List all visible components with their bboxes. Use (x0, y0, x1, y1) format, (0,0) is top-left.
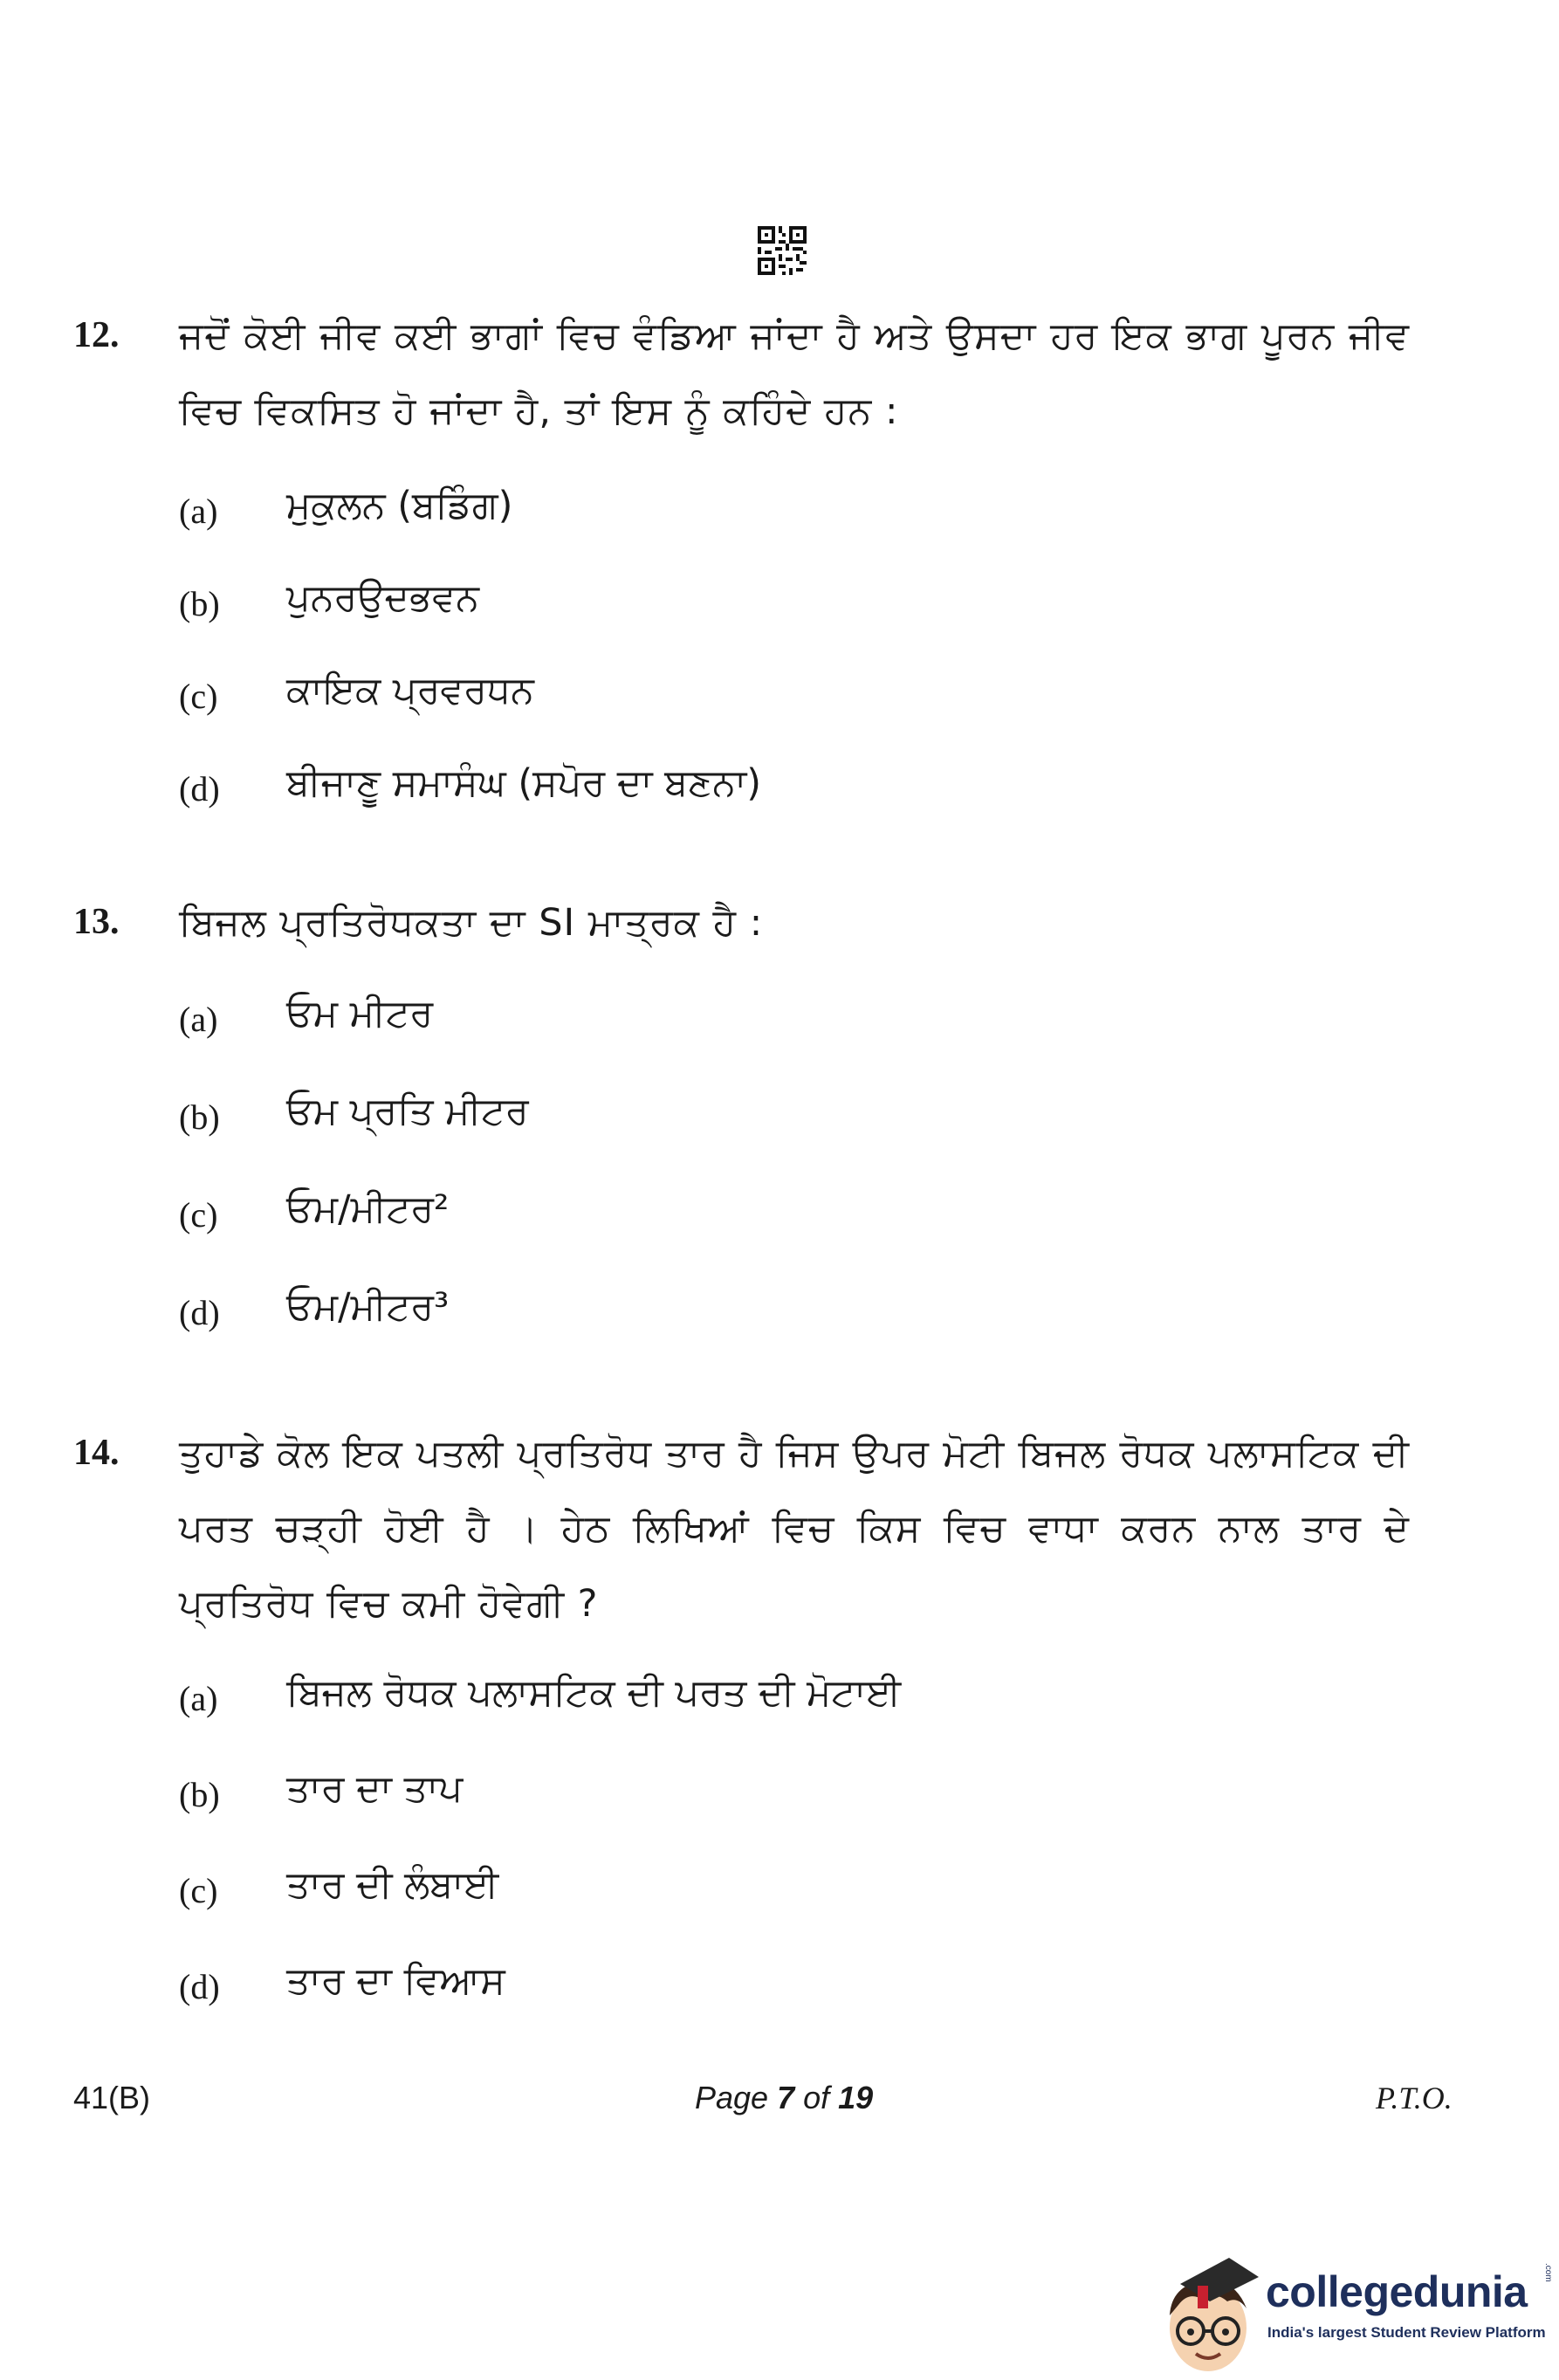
option-text: ਬੀਜਾਣੂ ਸਮਾਸੰਘ (ਸਪੋਰ ਦਾ ਬਣਨਾ) (286, 761, 762, 805)
logo-domain-suffix: .com (1543, 2263, 1553, 2282)
question-text: ਜਦੋਂ ਕੋਈ ਜੀਵ ਕਈ ਭਾਗਾਂ ਵਿਚ ਵੰਡਿਆ ਜਾਂਦਾ ਹੈ ਅਤੇ ਉਸਦਾ ਹਰ ਇਕ ਭਾਗ ਪੂਰਨ ਜੀਵ ਵਿਚ ਵਿਕਸਿਤ ਹੋ ਜਾਂਦਾ ਹੈ, ਤਾਂ ਇਸ ਨੂੰ ਕਹਿੰਦੇ ਹਨ : (179, 314, 1410, 433)
option-label: (d) (179, 769, 220, 808)
page-total: 19 (838, 2080, 874, 2115)
option-label: (c) (179, 1195, 218, 1235)
student-mascot-icon (1154, 2251, 1262, 2380)
question-text: ਬਿਜਲ ਪ੍ਰਤਿਰੋਧਕਤਾ ਦਾ SI ਮਾਤ੍ਰਕ ਹੈ : (179, 901, 764, 945)
option-label: (a) (179, 1000, 218, 1039)
option-label: (c) (179, 677, 218, 716)
option-text: ਓਮ/ਮੀਟਰ³ (286, 1285, 450, 1329)
option-text: ਤਾਰ ਦੀ ਲੰਬਾਈ (286, 1863, 499, 1907)
option-label: (a) (179, 1679, 218, 1718)
logo-wordmark: collegedunia (1266, 2267, 1528, 2316)
option-label: (d) (179, 1293, 220, 1332)
option-text: ਤਾਰ ਦਾ ਵਿਆਸ (286, 1959, 505, 2003)
option-label: (d) (179, 1967, 220, 2006)
question-number: 13. (73, 902, 120, 942)
qr-code-icon (758, 225, 807, 276)
option-label: (b) (179, 1097, 220, 1137)
option-label: (c) (179, 1871, 218, 1910)
option-text: ਪੁਨਰਉਦਭਵਨ (286, 576, 479, 620)
option-text: ਕਾਇਕ ਪ੍ਰਵਰਧਨ (286, 669, 534, 712)
question-number: 12. (73, 315, 120, 355)
option-text: ਮੁਕੁਲਨ (ਬਡਿੰਗ) (286, 484, 513, 527)
page-current: 7 (777, 2080, 795, 2115)
option-text: ਓਮ ਮੀਟਰ (286, 992, 434, 1035)
option-text: ਓਮ ਪ੍ਰਤਿ ਮੀਟਰ (286, 1090, 529, 1133)
option-label: (a) (179, 492, 218, 531)
option-label: (b) (179, 1775, 220, 1814)
page-of: of (794, 2080, 839, 2115)
option-text: ਓਮ/ਮੀਟਰ² (286, 1187, 450, 1231)
option-label: (b) (179, 584, 220, 623)
paper-code: 41(B) (73, 2080, 151, 2115)
page-prefix: Page (695, 2080, 778, 2115)
option-text: ਬਿਜਲ ਰੋਧਕ ਪਲਾਸਟਿਕ ਦੀ ਪਰਤ ਦੀ ਮੋਟਾਈ (286, 1671, 902, 1715)
question-number: 14. (73, 1433, 120, 1473)
pto-label: P.T.O. (1376, 2081, 1453, 2115)
collegedunia-logo[interactable] (1154, 2251, 1559, 2380)
question-text: ਤੁਹਾਡੇ ਕੋਲ ਇਕ ਪਤਲੀ ਪ੍ਰਤਿਰੋਧ ਤਾਰ ਹੈ ਜਿਸ ਉਪਰ ਮੋਟੀ ਬਿਜਲ ਰੋਧਕ ਪਲਾਸਟਿਕ ਦੀ ਪਰਤ ਚੜ੍ਹੀ ਹੋਈ ਹੈ । ਹੇਠ ਲਿਖਿਆਂ ਵਿਚ ਕਿਸ ਵਿਚ ਵਾਧਾ ਕਰਨ ਨਾਲ ਤਾਰ ਦੇ ਪ੍ਰਤਿਰੋਧ ਵਿਚ ਕਮੀ ਹੋਵੇਗੀ ? (179, 1432, 1410, 1626)
option-text: ਤਾਰ ਦਾ ਤਾਪ (286, 1767, 464, 1811)
page-number (695, 2080, 873, 2116)
logo-tagline: India's largest Student Review Platform (1267, 2324, 1546, 2341)
